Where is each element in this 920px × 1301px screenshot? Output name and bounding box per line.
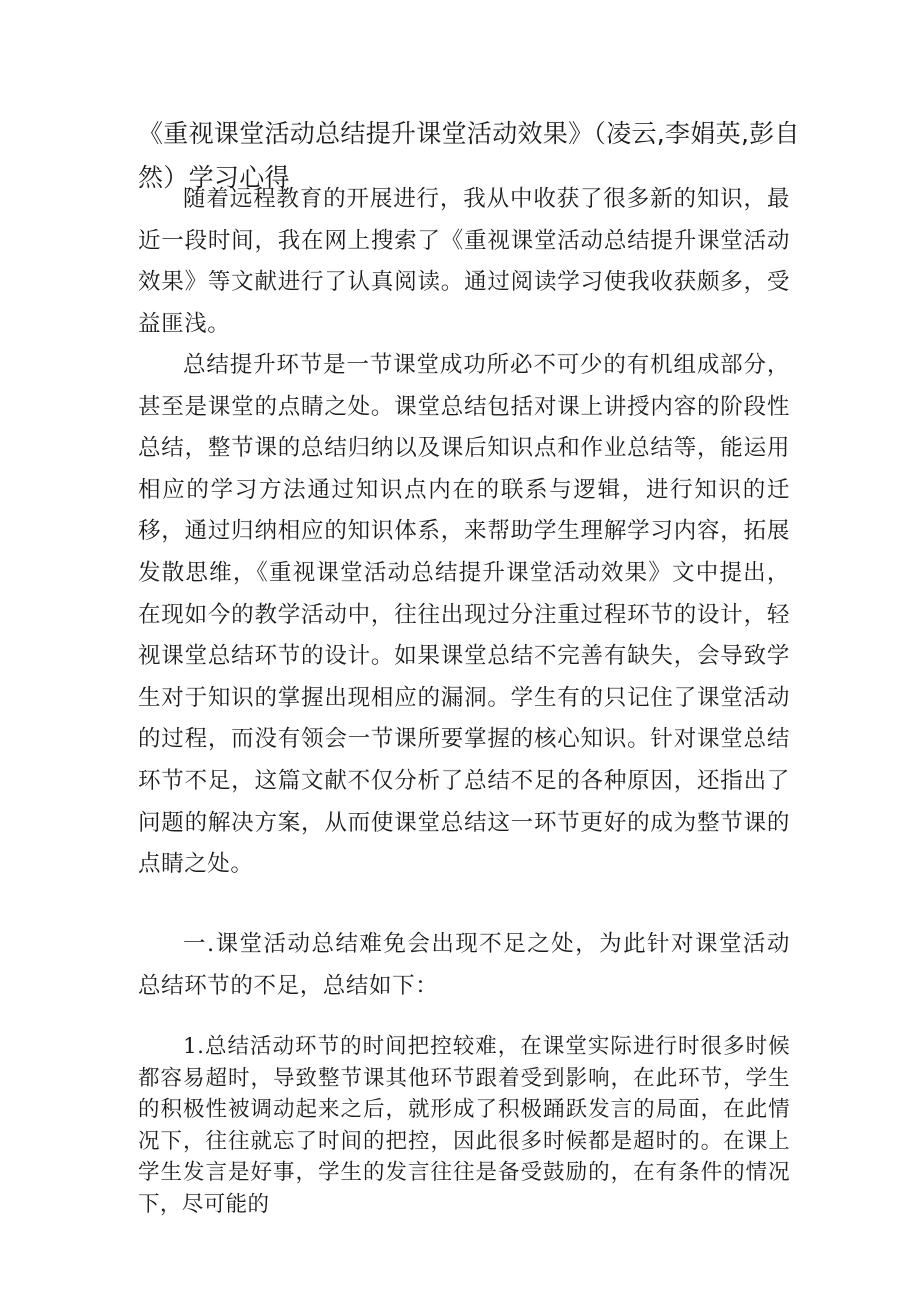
section-heading-one: 一.课堂活动总结难免会出现不足之处，为此针对课堂活动总结环节的不足，总结如下： <box>138 931 790 999</box>
document-title: 《重视课堂活动总结提升课堂活动效果》（凌云,李娟英,彭自然）学习心得 <box>138 119 800 192</box>
paragraph-summary: 总结提升环节是一节课堂成功所必不可少的有机组成部分，甚至是课堂的点睛之处。课堂总结包括对课上讲授内容的阶段性总结，整节课的总结归纳以及课后知识点和作业总结等，能运用相应的学习方法通过知识点内在的联系与逻辑，进行知识的迁移，通过归纳相应的知识体系，来帮助学生理解学习内容，拓展发散思维，《重视课堂活动总结提升课堂活动效果》文中提出，在现如今的教学活动中，往往出现过分注重过程环节的设计，轻视课堂总结环节的设计。如果课堂总结不完善有缺失，会导致学生对于知识的掌握出现相应的漏洞。学生有的只记住了课堂活动的过程，而没有领会一节课所要掌握的核心知识。针对课堂总结环节不足，这篇文献不仅分析了总结不足的各种原因，还指出了问题的解决方案，从而使课堂总结这一环节更好的成为整节课的点睛之处。 <box>138 352 790 878</box>
list-item-1: 1.总结活动环节的时间把控较难，在课堂实际进行时很多时候都容易超时，导致整节课其他环节跟着受到影响，在此环节，学生的积极性被调动起来之后，就形成了积极踊跃发言的局面，在此情况下，往往就忘了时间的把控，因此很多时候都是超时的。在课上学生发言是好事，学生的发言往往是备受鼓励的，在有条件的情况下，尽可能的 <box>138 1034 790 1217</box>
paragraph-intro: 随着远程教育的开展进行，我从中收获了很多新的知识，最近一段时间，我在网上搜索了《重视课堂活动总结提升课堂活动效果》等文献进行了认真阅读。通过阅读学习使我收获颇多，受益匪浅。 <box>138 186 790 337</box>
